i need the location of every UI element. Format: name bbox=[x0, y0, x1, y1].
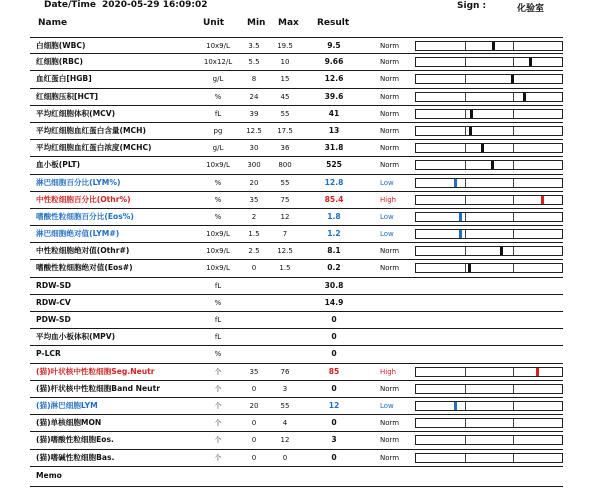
range-boundary-tick bbox=[513, 93, 514, 101]
test-unit: 10x9/L bbox=[206, 161, 230, 170]
test-result: 1.8 bbox=[327, 211, 341, 221]
table-row bbox=[30, 381, 563, 398]
test-max: 1.5 bbox=[279, 264, 291, 273]
table-row bbox=[30, 450, 563, 467]
range-indicator-bar bbox=[415, 435, 563, 445]
range-indicator-bar bbox=[415, 126, 563, 136]
test-name: (猫)淋巴细胞LYM bbox=[36, 400, 98, 410]
test-name: 平均血小板体积(MPV) bbox=[36, 332, 116, 342]
test-flag: Norm bbox=[380, 42, 400, 50]
result-marker bbox=[470, 110, 473, 118]
test-flag: Norm bbox=[380, 144, 400, 153]
test-max: 800 bbox=[278, 161, 292, 170]
range-indicator-bar bbox=[415, 212, 563, 222]
test-unit: 10x12/L bbox=[203, 58, 233, 67]
test-max: 12.5 bbox=[277, 247, 293, 256]
test-unit: % bbox=[214, 212, 222, 221]
range-boundary-tick bbox=[513, 179, 514, 187]
table-row bbox=[30, 432, 563, 449]
result-marker bbox=[481, 144, 484, 152]
range-boundary-tick bbox=[465, 247, 466, 255]
result-marker bbox=[454, 179, 457, 187]
range-boundary-tick bbox=[465, 385, 466, 393]
test-name: (猫)杆状核中性粒细胞Band Neutr bbox=[36, 383, 160, 393]
test-result: 8.1 bbox=[327, 246, 341, 256]
test-flag: Norm bbox=[380, 126, 400, 135]
test-max: 7 bbox=[282, 230, 288, 239]
test-max: 55 bbox=[280, 401, 290, 410]
range-boundary-tick bbox=[513, 58, 514, 66]
test-max: 36 bbox=[280, 144, 290, 153]
result-marker bbox=[529, 58, 532, 66]
test-max: 17.5 bbox=[277, 126, 293, 135]
test-min: 0 bbox=[251, 264, 257, 273]
table-row bbox=[30, 209, 563, 226]
range-boundary-tick bbox=[513, 264, 514, 272]
test-flag: High bbox=[380, 195, 397, 204]
test-name: 淋巴细胞百分比(LYM%) bbox=[36, 177, 121, 187]
test-min: 0 bbox=[251, 384, 257, 393]
test-result: 0 bbox=[331, 418, 337, 428]
range-boundary-tick bbox=[513, 161, 514, 169]
range-indicator-bar bbox=[415, 401, 563, 411]
test-result: 0 bbox=[331, 383, 337, 393]
range-indicator-bar bbox=[415, 367, 563, 377]
test-name: 淋巴细胞绝对值(LYM#) bbox=[36, 229, 120, 239]
test-unit: fL bbox=[214, 333, 222, 342]
test-min: 12.5 bbox=[246, 126, 262, 135]
test-name: 平均红细胞血红蛋白浓度(MCHC) bbox=[36, 143, 152, 153]
test-result: 12.8 bbox=[324, 177, 344, 187]
test-max: 12 bbox=[280, 436, 290, 445]
memo-row bbox=[30, 467, 563, 487]
test-unit: 个 bbox=[214, 384, 222, 393]
test-unit: % bbox=[214, 350, 222, 359]
test-flag: Norm bbox=[380, 58, 400, 67]
test-result: 0 bbox=[331, 349, 337, 359]
test-unit: 个 bbox=[214, 453, 222, 462]
table-row bbox=[30, 398, 563, 415]
range-boundary-tick bbox=[465, 75, 466, 83]
test-name: 红细胞(RBC) bbox=[36, 57, 83, 67]
test-result: 14.9 bbox=[324, 297, 344, 307]
test-flag: Norm bbox=[380, 75, 400, 84]
result-marker bbox=[459, 230, 462, 238]
test-flag: Low bbox=[380, 230, 394, 239]
datetime-label: Date/Time bbox=[44, 0, 96, 10]
table-row bbox=[30, 243, 563, 260]
test-unit: % bbox=[214, 298, 222, 307]
range-indicator-bar bbox=[415, 143, 563, 153]
test-result: 13 bbox=[328, 125, 340, 135]
memo-label: Memo bbox=[36, 470, 62, 480]
table-row bbox=[30, 54, 563, 71]
test-flag: Norm bbox=[380, 436, 400, 445]
column-header-max: Max bbox=[278, 18, 299, 28]
test-max: 15 bbox=[280, 75, 290, 84]
test-max: 76 bbox=[280, 367, 290, 376]
test-result: 39.6 bbox=[324, 91, 344, 101]
table-row bbox=[30, 346, 563, 363]
test-unit: fL bbox=[214, 316, 222, 324]
range-indicator-bar bbox=[415, 195, 563, 205]
test-flag: Norm bbox=[380, 384, 400, 393]
range-boundary-tick bbox=[465, 144, 466, 152]
range-boundary-tick bbox=[465, 230, 466, 238]
test-result: 31.8 bbox=[324, 143, 344, 153]
test-result: 1.2 bbox=[327, 229, 341, 239]
test-name: 中性粒细胞百分比(Othr%) bbox=[36, 194, 131, 204]
range-indicator-bar bbox=[415, 384, 563, 394]
result-marker bbox=[459, 213, 462, 221]
test-flag: Low bbox=[380, 401, 394, 410]
test-unit: % bbox=[214, 195, 222, 204]
range-boundary-tick bbox=[513, 402, 514, 410]
results-table bbox=[30, 37, 563, 487]
range-boundary-tick bbox=[465, 264, 466, 272]
test-min: 0 bbox=[251, 419, 257, 428]
test-unit: % bbox=[214, 92, 222, 101]
test-flag: Low bbox=[380, 212, 394, 221]
column-header-min: Min bbox=[247, 18, 266, 28]
table-row bbox=[30, 226, 563, 243]
table-row bbox=[30, 295, 563, 312]
table-row bbox=[30, 312, 563, 329]
test-result: 0 bbox=[331, 315, 337, 324]
test-min: 3.5 bbox=[248, 42, 260, 50]
test-result: 9.5 bbox=[327, 41, 341, 50]
range-indicator-bar bbox=[415, 263, 563, 273]
test-name: 白细胞(WBC) bbox=[36, 41, 86, 50]
range-indicator-bar bbox=[415, 453, 563, 463]
table-row bbox=[30, 106, 563, 123]
test-min: 8 bbox=[251, 75, 257, 84]
test-unit: g/L bbox=[212, 144, 224, 153]
test-name: 嗜酸性粒细胞绝对值(Eos#) bbox=[36, 263, 133, 273]
test-result: 12.6 bbox=[324, 74, 344, 84]
range-boundary-tick bbox=[513, 110, 514, 118]
range-indicator-bar bbox=[415, 74, 563, 84]
range-boundary-tick bbox=[513, 144, 514, 152]
result-marker bbox=[500, 247, 503, 255]
table-row bbox=[30, 278, 563, 295]
table-row bbox=[30, 415, 563, 432]
range-indicator-bar bbox=[415, 57, 563, 67]
test-max: 55 bbox=[280, 109, 290, 118]
table-row bbox=[30, 329, 563, 346]
test-unit: g/L bbox=[212, 75, 224, 84]
test-min: 35 bbox=[249, 195, 259, 204]
test-name: (猫)嗜碱性粒细胞Bas. bbox=[36, 452, 115, 462]
range-indicator-bar bbox=[415, 229, 563, 239]
range-boundary-tick bbox=[513, 42, 514, 50]
range-boundary-tick bbox=[513, 385, 514, 393]
test-flag: Norm bbox=[380, 453, 400, 462]
table-row bbox=[30, 192, 563, 209]
range-indicator-bar bbox=[415, 41, 563, 51]
test-result: 0 bbox=[331, 452, 337, 462]
range-boundary-tick bbox=[513, 419, 514, 427]
test-result: 85 bbox=[328, 366, 340, 376]
range-indicator-bar bbox=[415, 418, 563, 428]
test-min: 39 bbox=[249, 109, 259, 118]
test-min: 30 bbox=[249, 144, 259, 153]
test-name: 血红蛋白[HGB] bbox=[36, 74, 92, 84]
range-boundary-tick bbox=[465, 110, 466, 118]
test-name: 血小板(PLT) bbox=[36, 160, 81, 170]
range-boundary-tick bbox=[465, 161, 466, 169]
range-boundary-tick bbox=[513, 213, 514, 221]
table-row bbox=[30, 157, 563, 174]
test-min: 2.5 bbox=[248, 247, 260, 256]
test-flag: Norm bbox=[380, 264, 400, 273]
range-indicator-bar bbox=[415, 246, 563, 256]
sign-label: Sign : bbox=[457, 1, 487, 11]
result-marker bbox=[541, 196, 544, 204]
test-name: (猫)叶状核中性粒细胞Seg.Neutr bbox=[36, 366, 155, 376]
test-result: 3 bbox=[331, 435, 337, 445]
test-unit: fL bbox=[214, 281, 222, 290]
range-boundary-tick bbox=[513, 230, 514, 238]
test-flag: Norm bbox=[380, 419, 400, 428]
test-min: 5.5 bbox=[248, 58, 260, 67]
range-boundary-tick bbox=[513, 454, 514, 462]
table-row bbox=[30, 37, 563, 54]
table-row bbox=[30, 123, 563, 140]
test-max: 19.5 bbox=[277, 42, 293, 50]
test-name: 红细胞压积[HCT] bbox=[36, 91, 99, 101]
test-min: 20 bbox=[249, 401, 259, 410]
range-boundary-tick bbox=[465, 179, 466, 187]
range-boundary-tick bbox=[465, 93, 466, 101]
datetime-value: 2020-05-29 16:09:02 bbox=[102, 0, 208, 10]
test-min: 300 bbox=[247, 161, 261, 170]
test-unit: 个 bbox=[214, 436, 222, 445]
test-min: 1.5 bbox=[248, 230, 260, 239]
range-boundary-tick bbox=[465, 454, 466, 462]
test-flag: Norm bbox=[380, 109, 400, 118]
range-indicator-bar bbox=[415, 109, 563, 119]
test-max: 3 bbox=[282, 384, 288, 393]
column-header-name: Name bbox=[38, 18, 68, 28]
test-result: 12 bbox=[328, 400, 340, 410]
test-name: (猫)嗜酸性粒细胞Eos. bbox=[36, 435, 114, 445]
column-header-unit: Unit bbox=[203, 18, 225, 28]
range-boundary-tick bbox=[465, 42, 466, 50]
result-marker bbox=[491, 161, 494, 169]
test-max: 4 bbox=[282, 419, 288, 428]
result-marker bbox=[523, 93, 526, 101]
test-flag: Norm bbox=[380, 92, 400, 101]
test-max: 12 bbox=[280, 212, 290, 221]
test-min: 24 bbox=[249, 92, 259, 101]
test-name: RDW-CV bbox=[36, 297, 71, 307]
test-name: 平均红细胞血红蛋白含量(MCH) bbox=[36, 125, 146, 135]
test-name: 中性粒细胞绝对值(Othr#) bbox=[36, 246, 130, 256]
result-marker bbox=[469, 127, 472, 135]
range-boundary-tick bbox=[465, 419, 466, 427]
result-marker bbox=[536, 368, 539, 376]
test-max: 55 bbox=[280, 178, 290, 187]
report-header bbox=[0, 0, 593, 32]
test-result: 85.4 bbox=[324, 194, 344, 204]
test-name: RDW-SD bbox=[36, 280, 72, 290]
sign-value: 化验室 bbox=[517, 4, 545, 14]
range-indicator-bar bbox=[415, 92, 563, 102]
test-name: (猫)单核细胞MON bbox=[36, 418, 102, 428]
test-name: 嗜酸性粒细胞百分比(Eos%) bbox=[36, 211, 134, 221]
test-min: 2 bbox=[251, 212, 257, 221]
test-max: 0 bbox=[282, 453, 288, 462]
test-result: 0.2 bbox=[327, 263, 341, 273]
result-marker bbox=[511, 75, 514, 83]
test-flag: Norm bbox=[380, 247, 400, 256]
test-unit: 个 bbox=[214, 419, 222, 428]
test-unit: 10x9/L bbox=[206, 264, 230, 273]
test-name: P-LCR bbox=[36, 349, 61, 359]
test-unit: 个 bbox=[214, 367, 222, 376]
test-result: 9.66 bbox=[324, 57, 344, 67]
test-unit: 个 bbox=[214, 401, 222, 410]
test-flag: Norm bbox=[380, 161, 400, 170]
table-row bbox=[30, 71, 563, 88]
table-row bbox=[30, 364, 563, 381]
test-result: 30.8 bbox=[324, 280, 344, 290]
test-unit: 10x9/L bbox=[206, 247, 230, 256]
range-boundary-tick bbox=[513, 127, 514, 135]
table-row bbox=[30, 89, 563, 106]
range-boundary-tick bbox=[465, 58, 466, 66]
range-boundary-tick bbox=[465, 127, 466, 135]
test-name: 平均红细胞体积(MCV) bbox=[36, 108, 116, 118]
result-marker bbox=[454, 402, 457, 410]
range-boundary-tick bbox=[513, 436, 514, 444]
test-max: 75 bbox=[280, 195, 290, 204]
test-min: 35 bbox=[249, 367, 259, 376]
table-row bbox=[30, 175, 563, 192]
test-unit: % bbox=[214, 178, 222, 187]
range-indicator-bar bbox=[415, 178, 563, 188]
test-unit: fL bbox=[214, 109, 222, 118]
column-header-result: Result bbox=[317, 18, 350, 28]
test-unit: 10x9/L bbox=[206, 42, 230, 50]
table-row bbox=[30, 260, 563, 277]
test-unit: pg bbox=[213, 126, 223, 135]
range-boundary-tick bbox=[465, 368, 466, 376]
range-boundary-tick bbox=[513, 247, 514, 255]
test-flag: High bbox=[380, 367, 397, 376]
range-boundary-tick bbox=[513, 368, 514, 376]
test-max: 10 bbox=[280, 58, 290, 67]
test-result: 41 bbox=[328, 108, 340, 118]
test-unit: 10x9/L bbox=[206, 230, 230, 239]
range-boundary-tick bbox=[465, 402, 466, 410]
test-name: PDW-SD bbox=[36, 315, 71, 324]
test-result: 525 bbox=[326, 160, 342, 170]
range-boundary-tick bbox=[465, 213, 466, 221]
range-indicator-bar bbox=[415, 160, 563, 170]
range-boundary-tick bbox=[513, 196, 514, 204]
range-boundary-tick bbox=[465, 196, 466, 204]
test-result: 0 bbox=[331, 332, 337, 342]
range-boundary-tick bbox=[465, 436, 466, 444]
test-min: 0 bbox=[251, 436, 257, 445]
test-max: 45 bbox=[280, 92, 290, 101]
result-marker bbox=[492, 42, 495, 50]
test-flag: Low bbox=[380, 178, 394, 187]
result-marker bbox=[468, 264, 471, 272]
table-row bbox=[30, 140, 563, 157]
test-min: 20 bbox=[249, 178, 259, 187]
test-min: 0 bbox=[251, 453, 257, 462]
